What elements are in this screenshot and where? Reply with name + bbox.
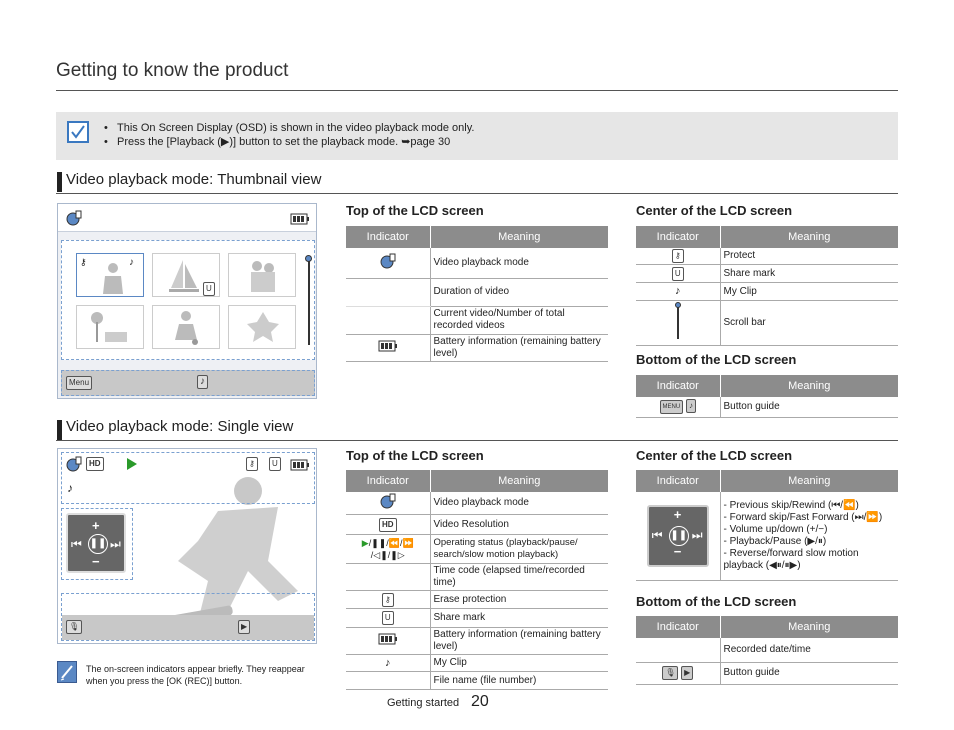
header-meaning: Meaning xyxy=(720,470,898,492)
rewind-icon[interactable]: ⏮ xyxy=(71,537,82,551)
myclip-button[interactable]: ♪ xyxy=(197,375,208,389)
table-row xyxy=(346,492,608,515)
indicator-cell xyxy=(636,265,720,283)
video-mode-icon xyxy=(66,456,82,477)
header-indicator: Indicator xyxy=(636,470,720,492)
table-row xyxy=(346,306,608,334)
page-title: Getting to know the product xyxy=(56,60,289,81)
indicator-cell xyxy=(636,283,720,301)
table-row xyxy=(346,535,608,564)
table-row xyxy=(636,492,898,580)
scroll-thumb[interactable] xyxy=(305,255,312,262)
indicator-cell xyxy=(636,248,720,265)
pencil-icon xyxy=(57,661,77,683)
key-icon: ⚷ xyxy=(246,457,258,471)
battery-icon xyxy=(378,340,398,352)
menu-button[interactable]: Menu xyxy=(66,376,92,390)
meaning-cell: File name (file number) xyxy=(430,672,608,690)
indicator-cell xyxy=(346,591,430,609)
single-top-table xyxy=(346,470,608,690)
indicator-cell xyxy=(636,638,720,662)
meaning-cell xyxy=(720,492,898,580)
indicator-cell xyxy=(346,334,430,361)
scrollbar-icon xyxy=(674,302,682,340)
myclip-icon: ♪ xyxy=(675,285,681,297)
header-meaning: Meaning xyxy=(430,226,608,248)
indicator-cell xyxy=(346,248,430,278)
share-icon: U xyxy=(269,457,281,471)
meaning-cell: Battery information (remaining battery level) xyxy=(430,628,608,655)
table-header-row xyxy=(636,616,898,638)
table-header-row xyxy=(346,470,608,492)
table-title: Center of the LCD screen xyxy=(636,448,793,463)
volume-down-icon[interactable]: − xyxy=(92,554,100,569)
scroll-bar[interactable] xyxy=(308,259,310,345)
meaning-line: - Reverse/forward slow motion playback (◀⏸/⏸▶) xyxy=(723,547,859,571)
hd-icon: HD xyxy=(86,457,104,471)
table-title: Bottom of the LCD screen xyxy=(636,594,797,609)
meaning-cell: Battery information (remaining battery level) xyxy=(430,334,608,361)
meaning-cell: Button guide xyxy=(720,662,898,684)
indicator-cell xyxy=(346,306,430,334)
table-header-row xyxy=(636,470,898,492)
note-list xyxy=(104,121,474,149)
thumbnail-item[interactable] xyxy=(228,253,296,297)
play-status-icon xyxy=(126,457,138,476)
thumbnail-center-table xyxy=(636,226,898,346)
table-header-row xyxy=(346,226,608,248)
indicator-cell xyxy=(346,564,430,591)
myclip-icon: ♪ xyxy=(129,257,134,268)
table-title: Center of the LCD screen xyxy=(636,203,793,218)
menu-button-icon: MENU xyxy=(660,400,684,414)
indicator-cell xyxy=(636,662,720,684)
table-row xyxy=(636,638,898,662)
meaning-line: - Playback/Pause (▶/⏸) xyxy=(723,535,827,547)
meaning-cell: Recorded date/time xyxy=(720,638,898,662)
thumbnail-item[interactable] xyxy=(152,253,220,297)
video-mode-icon xyxy=(380,253,396,269)
footer-section-label: Getting started xyxy=(387,697,460,709)
tip-text: The on-screen indicators appear briefly. They reappear when you press the [OK (REC)] button. xyxy=(86,664,305,686)
indicator-cell xyxy=(346,515,430,535)
meaning-cell: Video playback mode xyxy=(430,492,608,515)
lcd-thumbnail-screen xyxy=(57,203,317,399)
indicator-cell xyxy=(636,301,720,346)
key-icon: ⚷ xyxy=(80,257,87,267)
header-indicator: Indicator xyxy=(346,470,430,492)
meaning-cell: My Clip xyxy=(720,283,898,301)
table-header-row xyxy=(636,375,898,397)
hd-icon: HD xyxy=(379,518,397,532)
checkmark-icon xyxy=(67,121,89,143)
table-header-row xyxy=(636,226,898,248)
single-bottom-table xyxy=(636,616,898,685)
battery-icon xyxy=(378,633,398,645)
table-title: Top of the LCD screen xyxy=(346,448,484,463)
playback-button[interactable]: ▶ xyxy=(238,620,250,634)
header-meaning: Meaning xyxy=(720,616,898,638)
section-marker xyxy=(57,420,62,440)
indicator-cell xyxy=(636,492,720,580)
header-meaning: Meaning xyxy=(430,470,608,492)
thumbnail-bottom-table xyxy=(636,375,898,418)
table-row xyxy=(346,564,608,591)
video-mode-icon xyxy=(380,493,396,509)
fast-forward-icon[interactable]: ⏭ xyxy=(110,537,121,551)
indicator-cell xyxy=(636,397,720,417)
button-guide-bar xyxy=(61,370,315,396)
page-number: 20 xyxy=(471,693,489,710)
indicator-cell xyxy=(346,278,430,306)
meaning-cell: Share mark xyxy=(430,609,608,628)
indicator-cell xyxy=(346,492,430,515)
battery-icon xyxy=(290,458,310,476)
header-indicator: Indicator xyxy=(636,375,720,397)
table-row xyxy=(346,334,608,361)
key-icon: ⚷ xyxy=(672,249,684,263)
meaning-cell: Video playback mode xyxy=(430,248,608,278)
indicator-cell xyxy=(346,628,430,655)
table-row xyxy=(346,591,608,609)
table-row xyxy=(636,265,898,283)
share-icon: U xyxy=(203,282,215,296)
table-row xyxy=(346,278,608,306)
myclip-icon: ♪ xyxy=(385,656,391,669)
section-divider xyxy=(56,193,898,194)
thumbnail-item[interactable] xyxy=(228,305,296,349)
volume-up-icon[interactable]: + xyxy=(92,518,100,533)
table-row xyxy=(636,283,898,301)
meaning-cell: Protect xyxy=(720,248,898,265)
single-center-table xyxy=(636,470,898,581)
myclip-icon: ♪ xyxy=(67,481,73,495)
meaning-cell: Current video/Number of total recorded videos xyxy=(430,306,608,334)
meaning-cell: Operating status (playback/pause/ search/slow motion playback) xyxy=(430,535,608,564)
meaning-cell: My Clip xyxy=(430,655,608,672)
title-divider xyxy=(56,90,898,91)
section-title-thumbnail: Video playback mode: Thumbnail view xyxy=(66,171,322,188)
thumbnail-grid xyxy=(61,240,315,360)
control-pad-icon: + ⏮ ❚❚ ⏭ − xyxy=(647,505,709,567)
indicator-cell: ▶/❚❚/⏪/⏩ /◁❚/❚▷ xyxy=(346,535,430,564)
header-indicator: Indicator xyxy=(346,226,430,248)
share-icon: U xyxy=(382,611,394,625)
lcd-single-screen xyxy=(57,448,317,644)
table-row xyxy=(636,397,898,417)
meaning-cell: Button guide xyxy=(720,397,898,417)
table-row xyxy=(346,655,608,672)
header-meaning: Meaning xyxy=(720,375,898,397)
mic-button[interactable]: 🎙 xyxy=(66,620,82,634)
thumbnail-top-table xyxy=(346,226,608,362)
table-row xyxy=(346,248,608,278)
header-indicator: Indicator xyxy=(636,226,720,248)
note-item: • This On Screen Display (OSD) is shown in the video playback mode only. xyxy=(104,121,474,135)
indicator-cell xyxy=(346,672,430,690)
thumbnail-item[interactable] xyxy=(76,305,144,349)
key-icon: ⚷ xyxy=(382,593,394,607)
table-title: Top of the LCD screen xyxy=(346,203,484,218)
myclip-icon: ♪ xyxy=(686,399,696,413)
table-row xyxy=(346,515,608,535)
table-title: Bottom of the LCD screen xyxy=(636,352,797,367)
meaning-line: - Volume up/down (+/−) xyxy=(723,523,828,535)
thumbnail-item[interactable] xyxy=(152,305,220,349)
note-item: • Press the [Playback (▶)] button to set the playback mode. ➥page 30 xyxy=(104,135,474,149)
meaning-cell: Duration of video xyxy=(430,278,608,306)
header-meaning: Meaning xyxy=(720,226,898,248)
meaning-cell: Erase protection xyxy=(430,591,608,609)
section-title-single: Video playback mode: Single view xyxy=(66,418,294,435)
meaning-line: - Forward skip/Fast Forward (⏭/⏩) xyxy=(723,511,883,523)
thumbnail-item[interactable] xyxy=(76,253,144,297)
battery-icon xyxy=(290,212,310,230)
table-row xyxy=(636,248,898,265)
table-row xyxy=(636,662,898,684)
mic-button-icon: 🎙 xyxy=(662,666,678,680)
playback-control-pad[interactable] xyxy=(66,513,126,573)
button-guide-bar xyxy=(62,615,314,640)
table-row xyxy=(346,628,608,655)
pause-icon[interactable]: ❚❚ xyxy=(88,534,108,554)
meaning-cell: Scroll bar xyxy=(720,301,898,346)
share-icon: U xyxy=(672,267,684,281)
meaning-cell: Time code (elapsed time/recorded time) xyxy=(430,564,608,591)
meaning-cell: Video Resolution xyxy=(430,515,608,535)
table-row xyxy=(346,609,608,628)
header-indicator: Indicator xyxy=(636,616,720,638)
section-divider xyxy=(56,440,898,441)
section-marker xyxy=(57,172,62,192)
meaning-cell: Share mark xyxy=(720,265,898,283)
lcd-top-bar xyxy=(58,204,316,232)
playback-button-icon: ▶ xyxy=(681,666,693,680)
table-row xyxy=(346,672,608,690)
meaning-line: - Previous skip/Rewind (⏮/⏪) xyxy=(723,499,859,511)
indicator-cell xyxy=(346,609,430,628)
play-icon: ▶ xyxy=(361,538,369,548)
indicator-cell xyxy=(346,655,430,672)
table-row xyxy=(636,301,898,346)
video-mode-icon xyxy=(66,210,82,231)
